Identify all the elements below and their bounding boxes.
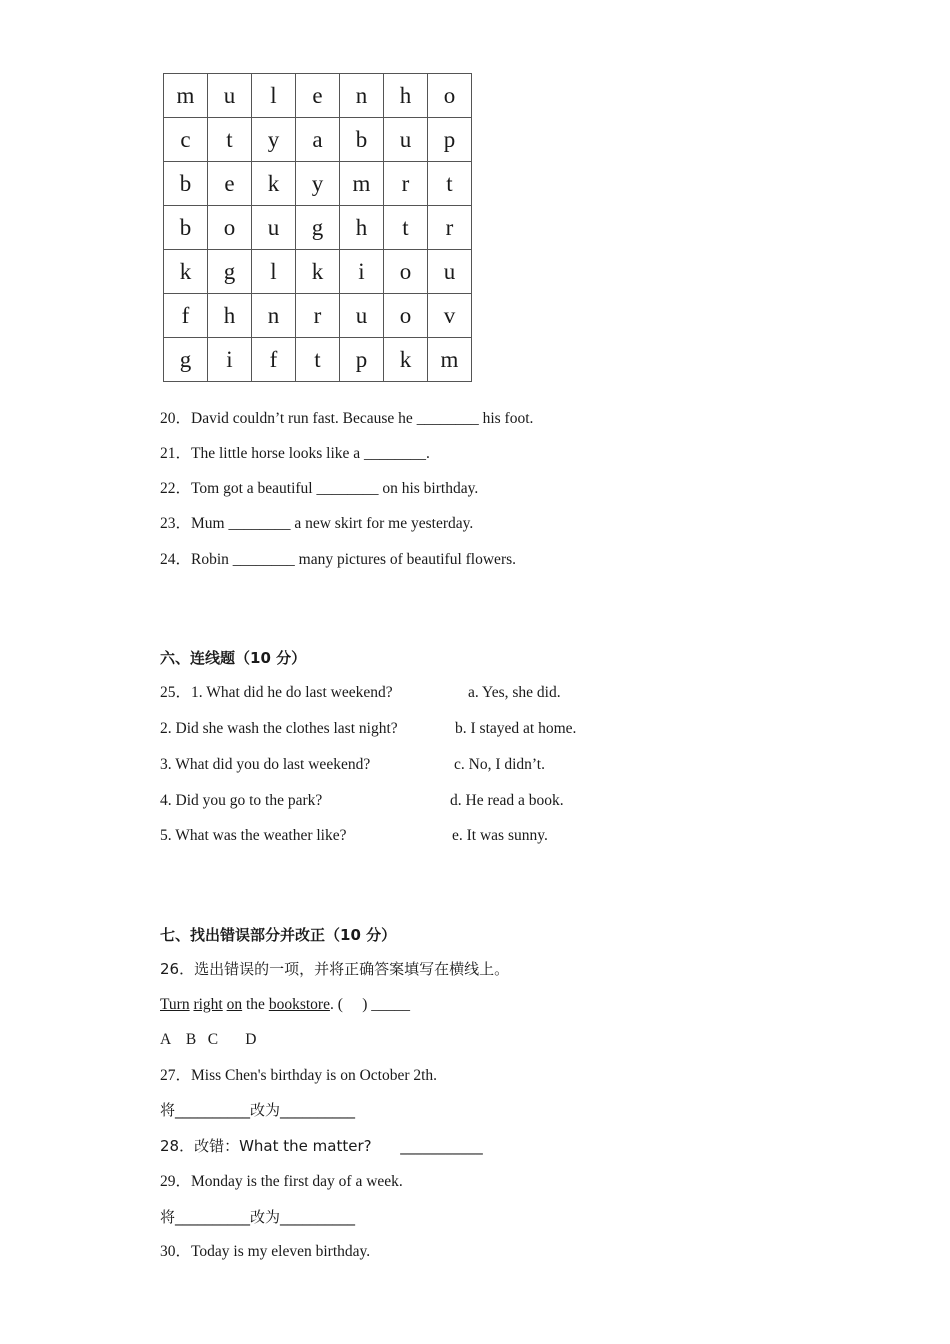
grid-cell: u: [340, 294, 384, 338]
option-c-word: on: [226, 996, 243, 1013]
grid-cell: k: [296, 250, 340, 294]
grid-cell: m: [428, 338, 472, 382]
grid-cell: t: [384, 206, 428, 250]
question-23: 23．Mum ________ a new skirt for me yesterday.: [160, 515, 474, 532]
match-question-1: 25．1. What did he do last weekend?: [160, 684, 393, 701]
grid-cell: e: [208, 162, 252, 206]
question-30: 30．Today is my eleven birthday.: [160, 1243, 371, 1260]
grid-row: [164, 250, 472, 294]
question-24: 24．Robin ________ many pictures of beautiful flowers.: [160, 551, 517, 568]
match-answer-d: d. He read a book.: [450, 792, 564, 809]
grid-cell: m: [340, 162, 384, 206]
question-26-sentence: [160, 995, 410, 1015]
question-27: 27．Miss Chen's birthday is on October 2th.: [160, 1067, 438, 1084]
match-question-3: 3. What did you do last weekend?: [160, 756, 371, 773]
question-20: 20．David couldn’t run fast. Because he ________ his foot.: [160, 410, 534, 427]
grid-cell: g: [208, 250, 252, 294]
grid-cell: o: [428, 74, 472, 118]
grid-cell: a: [296, 118, 340, 162]
grid-row: [164, 118, 472, 162]
grid-cell: r: [384, 162, 428, 206]
question-29: 29．Monday is the first day of a week.: [160, 1173, 403, 1190]
grid-cell: i: [208, 338, 252, 382]
grid-cell: c: [164, 118, 208, 162]
word-search-grid: [163, 73, 472, 382]
match-answer-e: e. It was sunny.: [452, 827, 548, 844]
grid-cell: k: [164, 250, 208, 294]
grid-cell: v: [428, 294, 472, 338]
grid-cell: o: [208, 206, 252, 250]
section-7-heading: 七、找出错误部分并改正（10 分）: [160, 926, 397, 944]
grid-cell: o: [384, 294, 428, 338]
grid-cell: h: [208, 294, 252, 338]
grid-row: [164, 294, 472, 338]
question-22: 22．Tom got a beautiful ________ on his birthday.: [160, 480, 479, 497]
grid-cell: g: [296, 206, 340, 250]
grid-cell: b: [164, 206, 208, 250]
match-answer-a: a. Yes, she did.: [468, 684, 561, 701]
grid-cell: u: [208, 74, 252, 118]
grid-cell: b: [164, 162, 208, 206]
grid-cell: e: [296, 74, 340, 118]
option-a-word: Turn: [160, 996, 190, 1013]
match-question-4: 4. Did you go to the park?: [160, 792, 323, 809]
option-b-word: right: [193, 996, 223, 1013]
grid-cell: l: [252, 250, 296, 294]
grid-cell: t: [208, 118, 252, 162]
grid-cell: m: [164, 74, 208, 118]
grid-cell: y: [252, 118, 296, 162]
grid-row: [164, 206, 472, 250]
grid-cell: p: [340, 338, 384, 382]
grid-cell: n: [340, 74, 384, 118]
question-28-blank: ___________: [400, 1137, 483, 1155]
grid-cell: u: [252, 206, 296, 250]
grid-cell: f: [164, 294, 208, 338]
grid-cell: l: [252, 74, 296, 118]
sentence-word: the: [246, 996, 265, 1013]
grid-cell: h: [340, 206, 384, 250]
question-21: 21．The little horse looks like a ________.: [160, 445, 430, 462]
grid-cell: g: [164, 338, 208, 382]
grid-cell: k: [384, 338, 428, 382]
grid-cell: h: [384, 74, 428, 118]
option-d-word: bookstore: [268, 996, 330, 1013]
question-27-fill: 将__________改为__________: [160, 1101, 356, 1119]
grid-cell: p: [428, 118, 472, 162]
grid-cell: u: [428, 250, 472, 294]
question-29-fill: 将__________改为__________: [160, 1208, 356, 1226]
grid-cell: y: [296, 162, 340, 206]
answer-bracket: . ( ) _____: [329, 996, 411, 1013]
grid-cell: r: [296, 294, 340, 338]
question-26-intro: 26．选出错误的一项，并将正确答案填写在横线上。: [160, 960, 510, 978]
grid-cell: o: [384, 250, 428, 294]
grid-row: [164, 162, 472, 206]
grid-cell: r: [428, 206, 472, 250]
match-question-2: 2. Did she wash the clothes last night?: [160, 720, 398, 737]
grid-cell: k: [252, 162, 296, 206]
match-answer-c: c. No, I didn’t.: [454, 756, 545, 773]
grid-cell: t: [296, 338, 340, 382]
grid-cell: f: [252, 338, 296, 382]
grid-row: [164, 74, 472, 118]
match-question-5: 5. What was the weather like?: [160, 827, 347, 844]
grid-cell: t: [428, 162, 472, 206]
grid-cell: u: [384, 118, 428, 162]
match-answer-b: b. I stayed at home.: [455, 720, 577, 737]
question-26-options: A B C D: [160, 1031, 257, 1048]
grid-row: [164, 338, 472, 382]
question-28: [160, 1136, 483, 1156]
grid-cell: n: [252, 294, 296, 338]
grid-cell: i: [340, 250, 384, 294]
question-28-label: 28．改错：What the matter?: [160, 1137, 372, 1155]
grid-cell: b: [340, 118, 384, 162]
section-6-heading: 六、连线题（10 分）: [160, 649, 307, 667]
